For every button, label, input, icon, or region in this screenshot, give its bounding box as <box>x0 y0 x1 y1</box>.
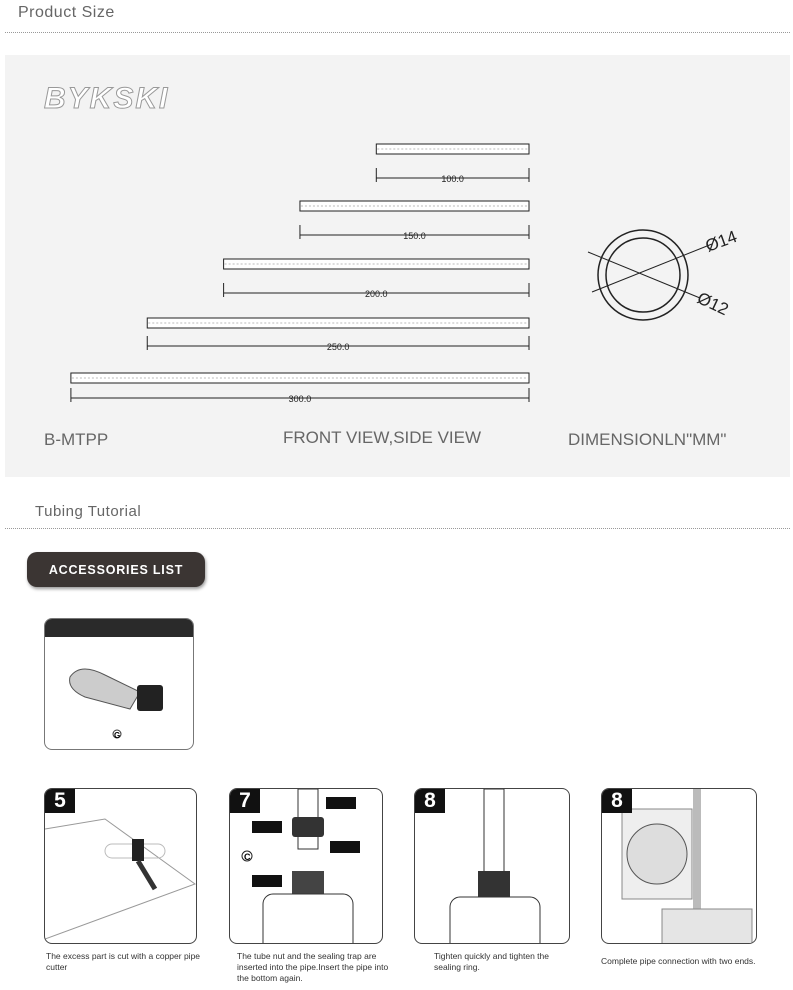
pipe-cutter-image <box>45 637 194 749</box>
step-number: 8 <box>602 789 632 813</box>
step-number: 7 <box>230 789 260 813</box>
divider <box>5 528 790 529</box>
dimension-label: 150.0 <box>403 231 426 241</box>
unit-label: DIMENSIONLN"MM" <box>568 430 727 449</box>
pipe-cutter-card <box>44 618 194 750</box>
svg-text:G: G <box>114 731 121 740</box>
tubing-tutorial-title: Tubing Tutorial <box>35 503 142 520</box>
model-label: B-MTPP <box>44 430 109 449</box>
inner-diameter-label: Ø12 <box>694 288 732 320</box>
step-card-5 <box>44 788 197 944</box>
outer-diameter-label: Ø14 <box>702 226 740 256</box>
step-number: 8 <box>415 789 445 813</box>
dimension-line <box>592 244 712 292</box>
step-caption: Tighten quickly and tighten the sealing ring. <box>434 951 549 972</box>
dimension-drawing <box>0 0 793 480</box>
accessories-list-button[interactable]: ACCESSORIES LIST <box>27 552 205 587</box>
product-size-title: Product Size <box>18 4 115 21</box>
dimension-line <box>588 252 700 298</box>
dimension-label: 200.0 <box>365 289 388 299</box>
step-caption: Complete pipe connection with two ends. <box>601 956 756 966</box>
dimension-label: 100.0 <box>441 174 464 184</box>
dimension-label: 300.0 <box>288 394 312 404</box>
step-card-8 <box>414 788 570 944</box>
step-number: 5 <box>45 789 75 813</box>
step-caption: The excess part is cut with a copper pipe cutter <box>46 951 201 972</box>
svg-text:C: C <box>244 852 251 862</box>
brand-logo: BYKSKI <box>44 82 170 115</box>
view-label: FRONT VIEW,SIDE VIEW <box>283 428 482 447</box>
step-caption: The tube nut and the sealing trap are inserted into the pipe.Insert the pipe into the bottom again. <box>237 951 389 983</box>
cross-section <box>588 230 712 320</box>
step-card-8-complete <box>601 788 757 944</box>
dimension-label: 250.0 <box>326 342 350 352</box>
step-card-7 <box>229 788 383 944</box>
